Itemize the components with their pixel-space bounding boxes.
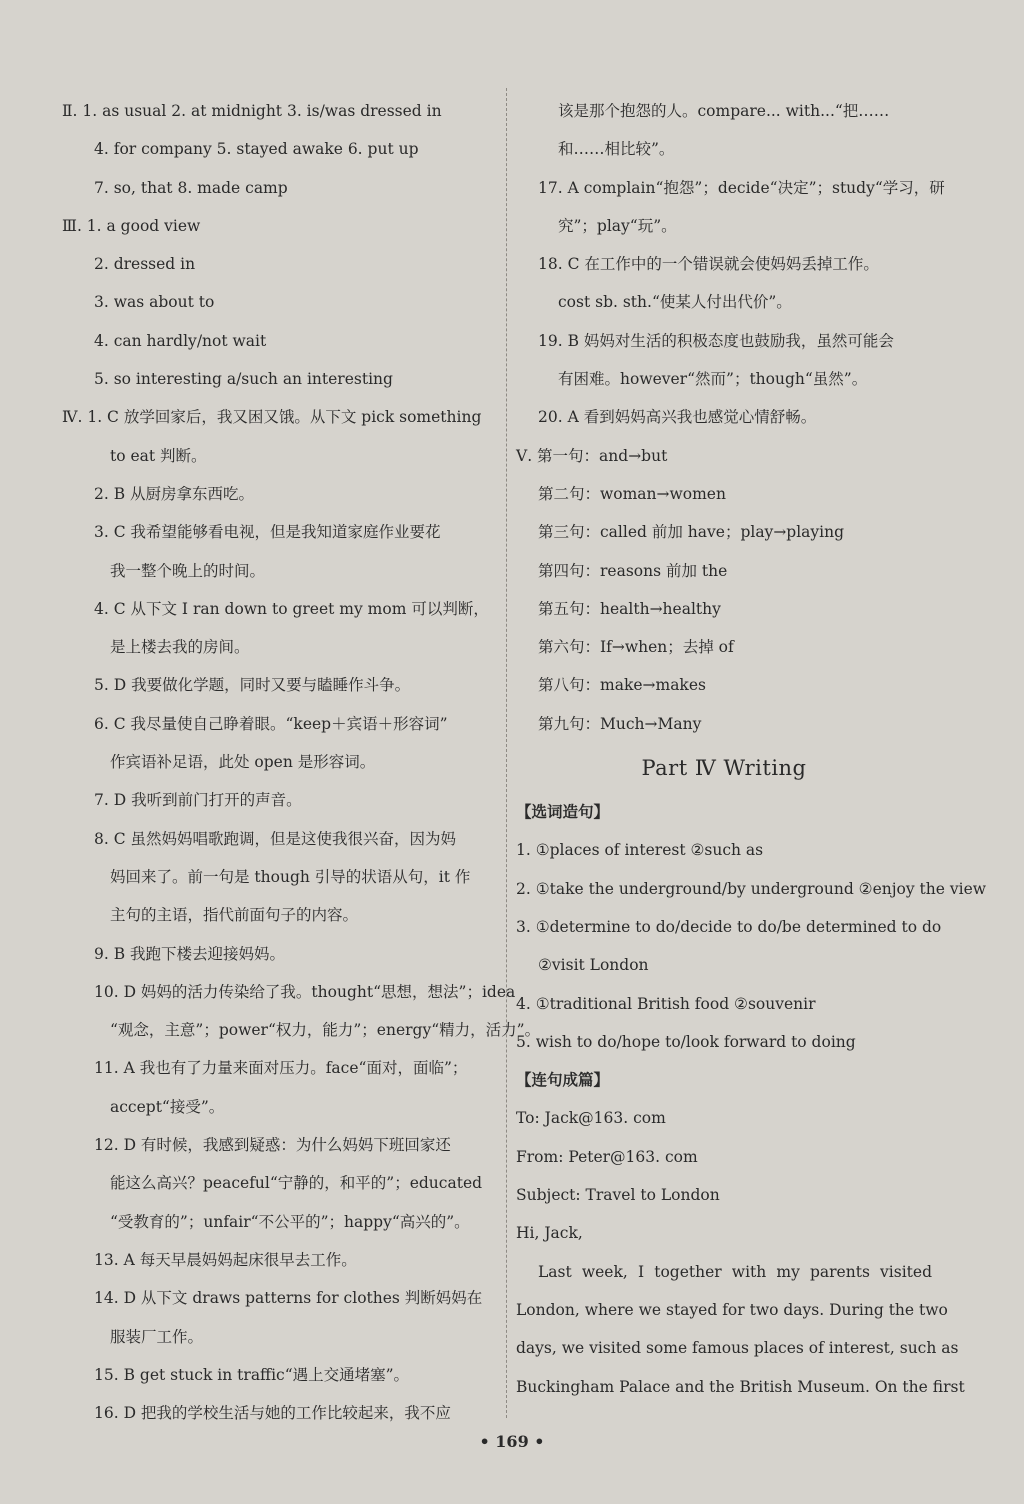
answer-line: 4. C 从下文 I ran down to greet my mom 可以判断，: [94, 599, 489, 618]
answer-line: Ⅳ. 1. C 放学回家后，我又困又饿。从下文 pick something: [62, 408, 482, 427]
answer-line: 我一整个晚上的时间。: [110, 561, 266, 580]
answer-line: 1. ①places of interest ②such as: [516, 841, 764, 860]
answer-line: 16. D 把我的学校生活与她的工作比较起来，我不应: [94, 1404, 451, 1423]
answer-line: 2. ①take the underground/by underground ②enjoy the view: [516, 879, 987, 898]
answer-line: 7. so, that 8. made camp: [94, 178, 288, 197]
answer-line: 8. C 虽然妈妈唱歌跑调，但是这使我很兴奋，因为妈: [94, 829, 457, 848]
answer-line: cost sb. sth.“使某人付出代价”。: [558, 293, 792, 312]
letter-header-line: Hi, Jack,: [516, 1224, 583, 1243]
answer-line: 20. A 看到妈妈高兴我也感觉心情舒畅。: [538, 408, 817, 427]
answer-line: 第二句：woman→women: [538, 484, 726, 503]
answer-line: ②visit London: [538, 956, 649, 975]
left-column: [62, 92, 541, 1432]
answer-line: 5. D 我要做化学题，同时又要与瞌睡作斗争。: [94, 676, 411, 695]
answer-line: 2. dressed in: [94, 255, 196, 274]
answer-line: 12. D 有时候，我感到疑惑：为什么妈妈下班回家还: [94, 1136, 451, 1155]
section-title-word-sentence: 【选词造句】: [516, 802, 610, 822]
letter-line: Last week, I together with my parents visited: [538, 1262, 932, 1281]
answer-line: accept“接受”。: [110, 1097, 225, 1116]
answer-line: 4. ①traditional British food ②souvenir: [516, 994, 816, 1013]
letter-header-line: From: Peter@163. com: [516, 1147, 698, 1166]
answer-line: 是上楼去我的房间。: [110, 638, 250, 657]
answer-line: 妈回来了。前一句是 though 引导的状语从句，it 作: [110, 867, 471, 886]
answer-line: 服装厂工作。: [110, 1327, 204, 1346]
right-column: [516, 92, 987, 1406]
answer-line: 6. C 我尽量使自己睁着眼。“keep＋宾语＋形容词”: [94, 714, 448, 733]
answer-line: 3. ①determine to do/decide to do/be determined to do: [516, 917, 942, 936]
answer-line: 5. so interesting a/such an interesting: [94, 370, 393, 389]
answer-line: 15. B get stuck in traffic“遇上交通堵塞”。: [94, 1365, 410, 1384]
answer-line: 第八句：make→makes: [538, 676, 706, 695]
answer-line: 作宾语补足语，此处 open 是形容词。: [110, 753, 376, 772]
answer-line: 第五句：health→healthy: [538, 599, 721, 618]
answer-line: 3. C 我希望能够看电视，但是我知道家庭作业要花: [94, 523, 441, 542]
letter-line: Buckingham Palace and the British Museum. On the first: [516, 1377, 965, 1396]
answer-line: 和……相比较”。: [558, 140, 675, 159]
section-title-passage: 【连句成篇】: [516, 1070, 610, 1090]
answer-line: Ⅲ. 1. a good view: [62, 216, 201, 235]
letter-header-line: To: Jack@163. com: [516, 1109, 666, 1128]
page-number: • 169 •: [479, 1432, 545, 1451]
answer-line: 究”；play“玩”。: [558, 216, 677, 235]
answer-line: 主句的主语，指代前面句子的内容。: [110, 906, 359, 925]
answer-line: “观念，主意”；power“权力，能力”；energy“精力，活力”。: [110, 1021, 541, 1040]
answer-line: 9. B 我跑下楼去迎接妈妈。: [94, 944, 286, 963]
column-divider: [506, 88, 507, 1418]
answer-line: 有困难。however“然而”；though“虽然”。: [558, 370, 868, 389]
answer-line: “受教育的”；unfair“不公平的”；happy“高兴的”。: [110, 1212, 470, 1231]
answer-line: 11. A 我也有了力量来面对压力。face“面对，面临”；: [94, 1059, 468, 1078]
answer-list-continued: [516, 92, 945, 743]
answer-line: 10. D 妈妈的活力传染给了我。thought“思想，想法”；idea: [94, 982, 516, 1001]
answer-line: 第三句：called 前加 have；play→playing: [538, 523, 845, 542]
answer-line: 18. C 在工作中的一个错误就会使妈妈丢掉工作。: [538, 255, 879, 274]
answer-line: 14. D 从下文 draws patterns for clothes 判断妈妈在: [94, 1289, 483, 1308]
answer-line: to eat 判断。: [110, 446, 207, 465]
answer-line: 第九句：Much→Many: [538, 714, 702, 733]
answer-line: 2. B 从厨房拿东西吃。: [94, 484, 255, 503]
answer-line: 7. D 我听到前门打开的声音。: [94, 791, 302, 810]
answer-line: Ⅱ. 1. as usual 2. at midnight 3. is/was dressed in: [62, 102, 442, 120]
letter-line: days, we visited some famous places of interest, such as: [516, 1339, 959, 1358]
answer-line: Ⅴ. 第一句：and→but: [516, 446, 668, 465]
answer-line: 第四句：reasons 前加 the: [538, 561, 728, 580]
letter-header-line: Subject: Travel to London: [516, 1186, 720, 1205]
answer-line: 3. was about to: [94, 293, 215, 312]
answer-line: 能这么高兴？peaceful“宁静的，和平的”；educated: [110, 1174, 483, 1193]
email-header: [516, 1099, 932, 1252]
section-heading: Part Ⅳ Writing: [641, 756, 807, 781]
answer-line: 该是那个抱怨的人。compare... with...“把……: [558, 102, 890, 120]
word-sentence-answers: [516, 831, 987, 1061]
answer-line: 5. wish to do/hope to/look forward to doing: [516, 1032, 856, 1051]
answer-line: 4. can hardly/not wait: [94, 331, 267, 350]
answer-line: 19. B 妈妈对生活的积极态度也鼓励我，虽然可能会: [538, 331, 894, 350]
answer-line: 第六句：If→when；去掉 of: [538, 638, 734, 657]
answer-line: 17. A complain“抱怨”；decide“决定”；study“学习，研: [538, 178, 945, 197]
email-body: [516, 1253, 965, 1406]
answer-line: 13. A 每天早晨妈妈起床很早去工作。: [94, 1250, 357, 1269]
answer-line: 4. for company 5. stayed awake 6. put up: [94, 140, 419, 159]
letter-line: London, where we stayed for two days. During the two: [516, 1300, 948, 1319]
